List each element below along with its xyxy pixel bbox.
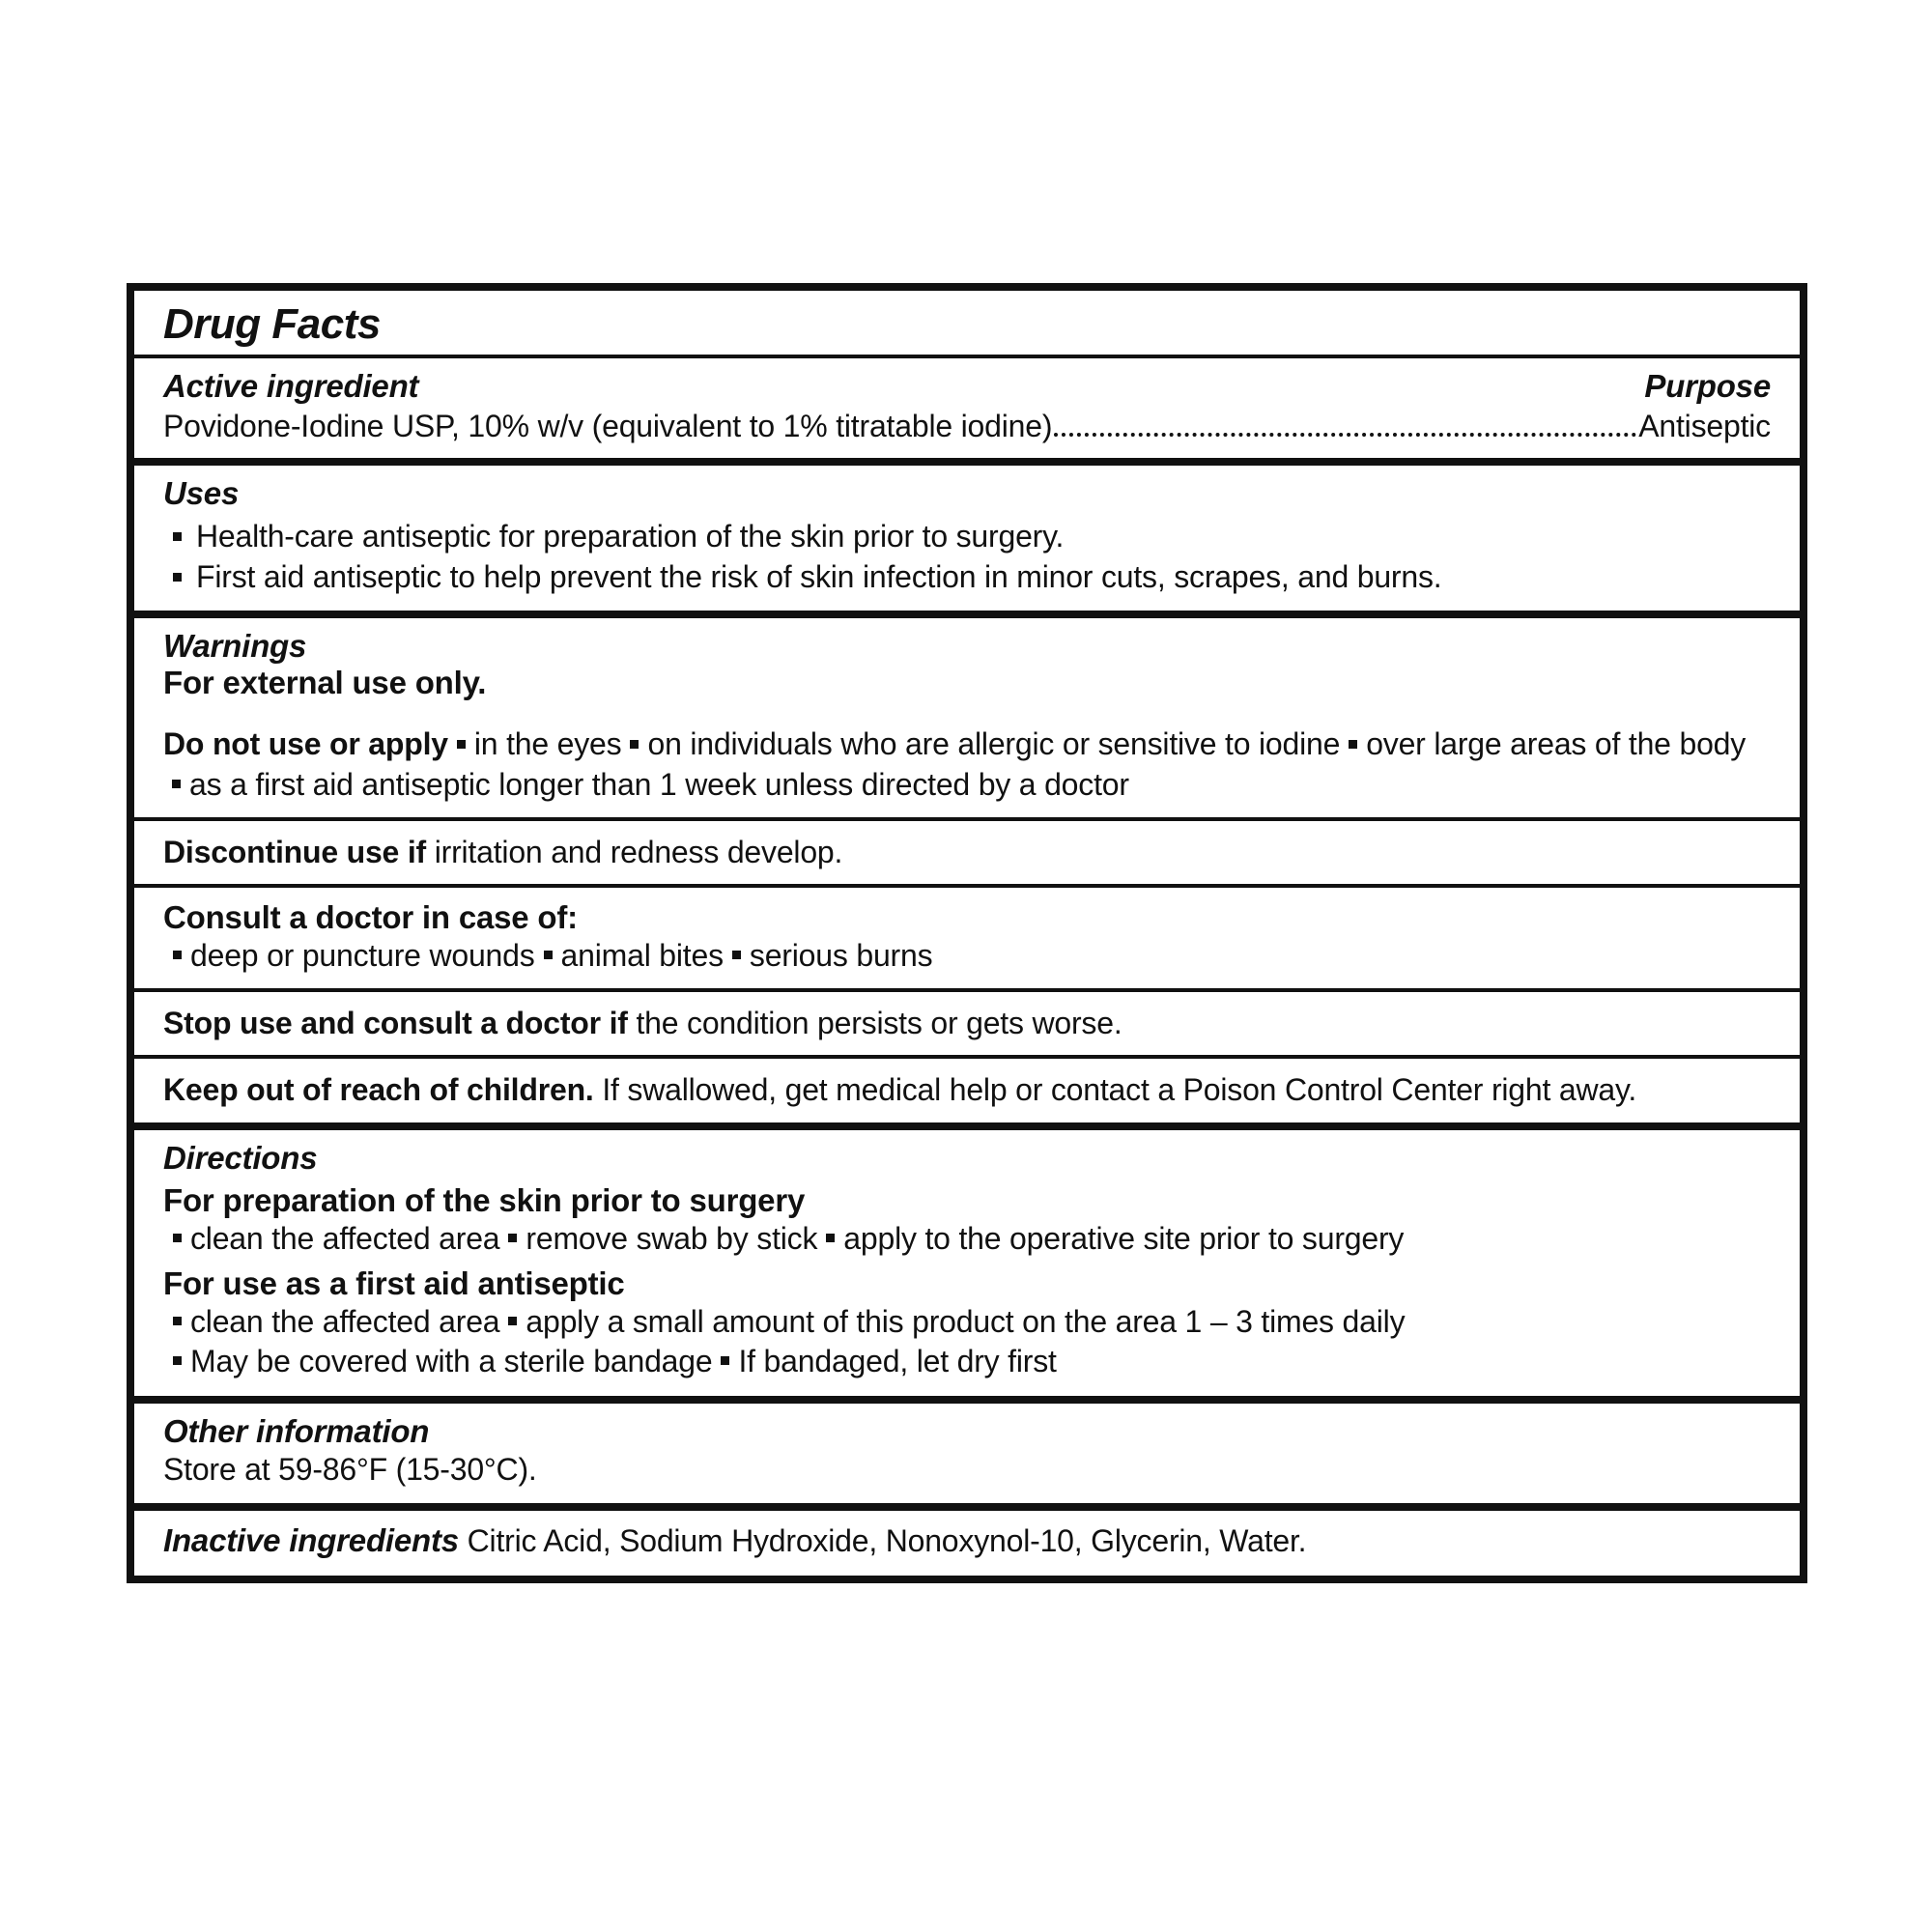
discontinue-lead: Discontinue use if: [163, 834, 426, 869]
inactive-ingredients-heading: Inactive ingredients: [163, 1522, 459, 1559]
consult-items: [163, 936, 1771, 977]
discontinue-body: irritation and redness develop.: [434, 834, 843, 869]
stop-use-body: the condition persists or gets worse.: [636, 1005, 1122, 1040]
dir2-item-2: May be covered with a sterile bandage: [190, 1344, 713, 1379]
leader-dots: [1054, 433, 1636, 437]
warnings-section: [134, 611, 1800, 1122]
do-not-use-item-1: on individuals who are allergic or sensitive to iodine: [647, 726, 1341, 762]
directions-subheading-first-aid: For use as a first aid antiseptic: [163, 1264, 625, 1301]
do-not-use-item-3: as a first aid antiseptic longer than 1 week unless directed by a doctor: [189, 767, 1129, 803]
warning-consult-doctor: [134, 884, 1800, 988]
warning-discontinue: [134, 817, 1800, 885]
warnings-heading: Warnings: [163, 628, 307, 665]
keep-out-body: If swallowed, get medical help or contact a Poison Control Center right away.: [602, 1072, 1637, 1108]
inactive-ingredients-text: Citric Acid, Sodium Hydroxide, Nonoxynol-10, Glycerin, Water.: [467, 1523, 1307, 1559]
do-not-use-lead: Do not use or apply: [163, 726, 448, 762]
bullet-square-icon: [173, 1234, 182, 1242]
consult-lead: Consult a doctor in case of:: [163, 899, 578, 936]
panel-title: Drug Facts: [134, 291, 1800, 358]
bullet-square-icon: [508, 1234, 517, 1242]
consult-item-2: serious burns: [749, 938, 933, 974]
do-not-use-text: [163, 724, 1771, 805]
keep-out-text: [163, 1070, 1771, 1111]
warning-stop-use: [134, 988, 1800, 1056]
stop-use-lead: Stop use and consult a doctor if: [163, 1005, 628, 1040]
active-ingredient-section: [134, 358, 1800, 458]
keep-out-lead: Keep out of reach of children.: [163, 1072, 594, 1108]
bullet-square-icon: [173, 951, 182, 959]
bullet-square-icon: [826, 1234, 835, 1242]
discontinue-text: [163, 833, 1771, 873]
stop-use-text: [163, 1004, 1771, 1044]
bullet-square-icon: [630, 740, 639, 749]
other-information-heading: Other information: [163, 1412, 430, 1449]
dir2-item-0: clean the affected area: [190, 1303, 500, 1339]
directions-section: [134, 1122, 1800, 1396]
active-ingredient-header-row: [163, 368, 1771, 405]
directions-subheading-surgery: For preparation of the skin prior to surgery: [163, 1182, 806, 1219]
directions-items-surgery: [163, 1219, 1771, 1260]
dir1-item-1: remove swab by stick: [526, 1221, 818, 1257]
warning-keep-out-of-reach: [134, 1055, 1800, 1122]
directions-items-first-aid-line1: [163, 1302, 1771, 1343]
drug-facts-panel: [127, 283, 1807, 1583]
dir2-item-1: apply a small amount of this product on the area 1 – 3 times daily: [526, 1303, 1406, 1339]
other-information-text: Store at 59-86°F (15-30°C).: [163, 1451, 537, 1487]
uses-heading: Uses: [163, 475, 240, 511]
directions-heading: Directions: [163, 1140, 318, 1177]
active-ingredient-name: Povidone-Iodine USP, 10% w/v (equivalent to 1% titratable iodine): [163, 409, 1053, 443]
bullet-square-icon: [173, 1317, 182, 1325]
consult-item-0: deep or puncture wounds: [190, 938, 535, 974]
active-ingredient-purpose: Antiseptic: [1638, 409, 1771, 443]
bullet-square-icon: [508, 1317, 517, 1325]
dir1-item-2: apply to the operative site prior to surgery: [843, 1221, 1405, 1257]
active-ingredient-heading: Active ingredient: [163, 368, 419, 404]
directions-items-first-aid-line2: [163, 1342, 1771, 1382]
dir2-item-3: If bandaged, let dry first: [738, 1344, 1057, 1379]
do-not-use-item-2: over large areas of the body: [1366, 726, 1747, 762]
uses-section: [134, 458, 1800, 611]
active-ingredient-row: [163, 409, 1771, 444]
bullet-square-icon: [457, 740, 466, 749]
bullet-square-icon: [173, 1356, 182, 1365]
other-information-section: [134, 1396, 1800, 1504]
inactive-ingredients-row: [163, 1520, 1771, 1562]
list-item: First aid antiseptic to help prevent the risk of skin infection in minor cuts, scrapes, and burns.: [163, 556, 1771, 597]
bullet-square-icon: [1349, 740, 1357, 749]
bullet-square-icon: [544, 951, 553, 959]
purpose-heading: Purpose: [1644, 368, 1771, 404]
list-item: Health-care antiseptic for preparation of the skin prior to surgery.: [163, 516, 1771, 556]
dir1-item-0: clean the affected area: [190, 1221, 500, 1257]
bullet-square-icon: [732, 951, 741, 959]
bullet-square-icon: [172, 780, 181, 788]
warnings-external-use: For external use only.: [163, 665, 487, 701]
consult-item-1: animal bites: [560, 938, 724, 974]
bullet-square-icon: [721, 1356, 729, 1365]
do-not-use-item-0: in the eyes: [473, 726, 622, 762]
inactive-ingredients-section: [134, 1503, 1800, 1576]
warnings-header-block: [134, 618, 1800, 713]
warning-do-not-use: [134, 713, 1800, 816]
uses-list: [163, 516, 1771, 597]
